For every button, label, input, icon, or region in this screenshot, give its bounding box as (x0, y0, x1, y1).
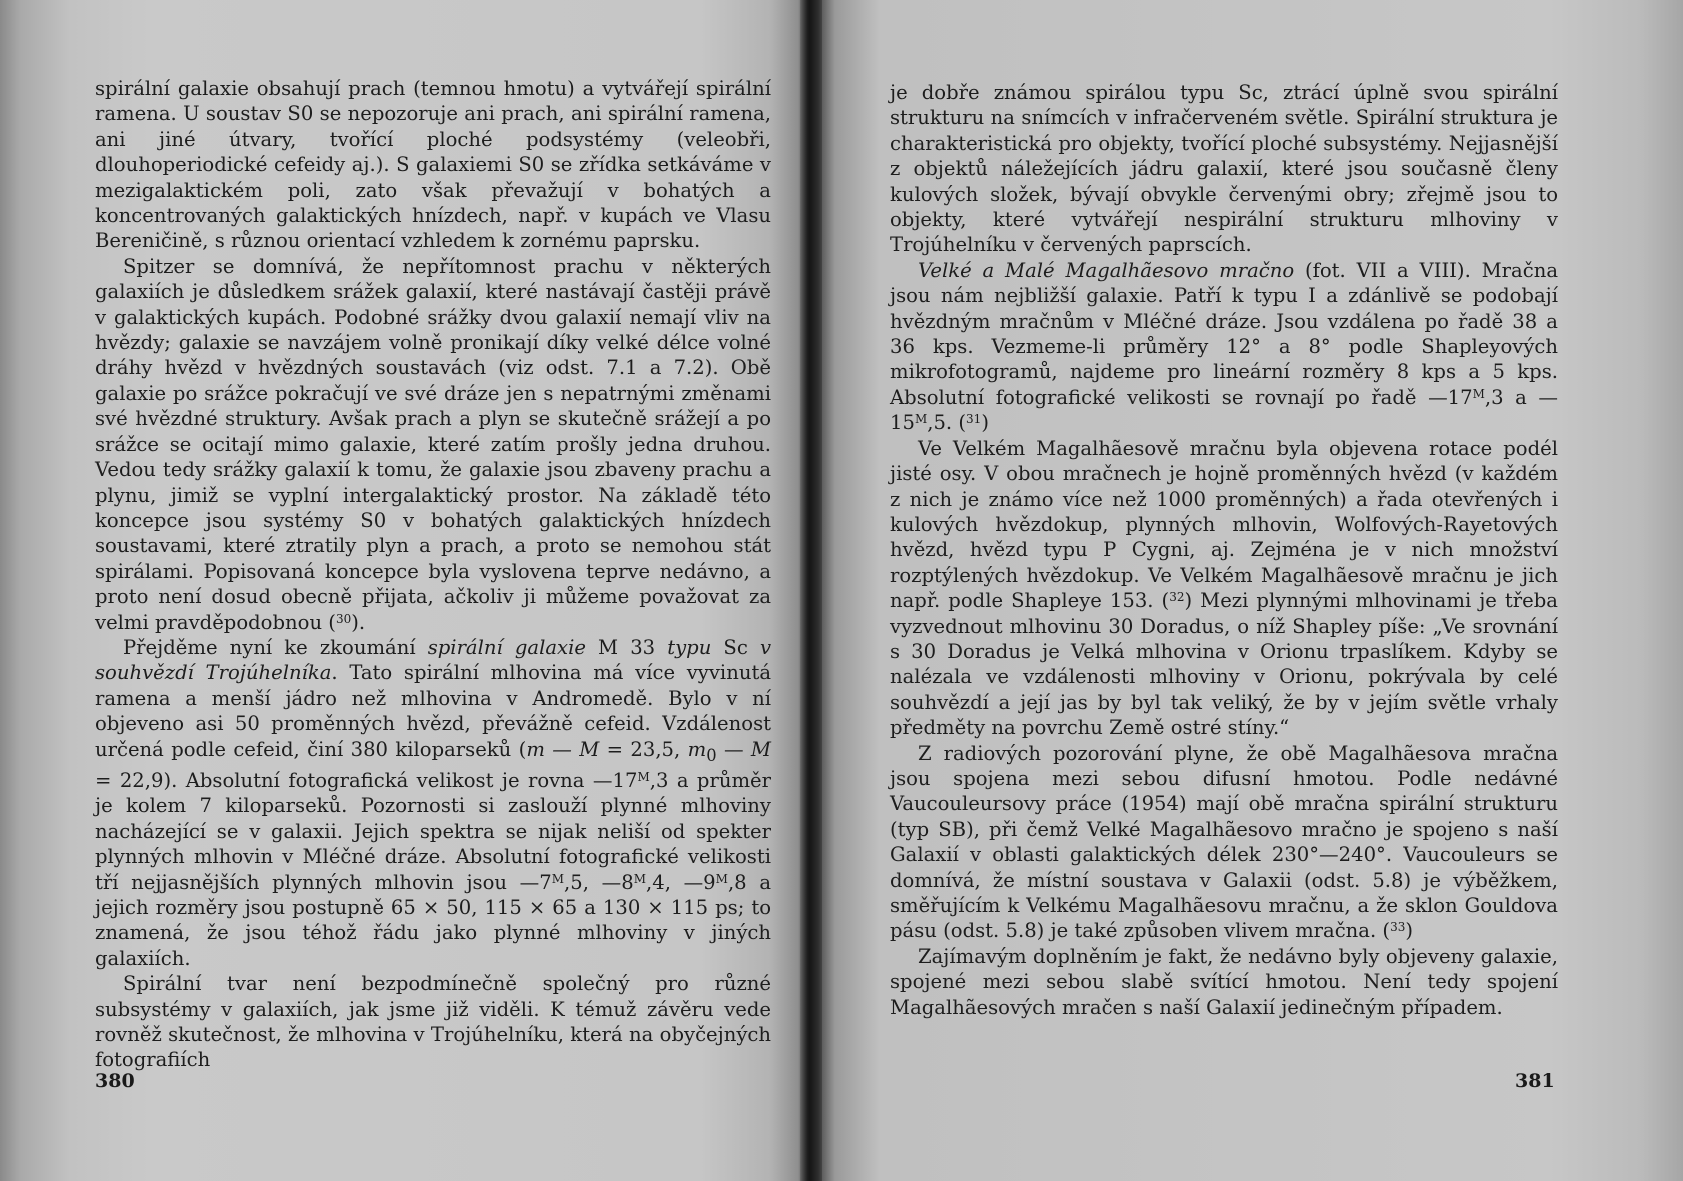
paragraph: je dobře známou spirálou typu Sc, ztrácí úplně svou spirální strukturu na snímcích v infračerveném světle. Spirální struktura je charakteristická pro objekty, tvořící ploché subsystémy. Nejjasnější z objektů náležejících jádru galaxií, které jsou současně členy kulových složek, bývají obvykle červenými obry; zřejmě jsou to objekty, které vytvářejí nespirální strukturu mlhoviny v Trojúhelníku v červených paprscích. (890, 81, 1558, 257)
footnote-ref: 32 (1169, 590, 1185, 605)
footnote-ref: 33 (1390, 920, 1406, 935)
superscript: M (637, 769, 650, 784)
paragraph: Spirální tvar není bezpodmínečně společný pro různé subsystémy v galaxiích, jak jsme již viděli. K témuž závěru vede rovněž skutečnost, že mlhovina v Trojúhelníku, která na obyčejných fotografiích (95, 972, 771, 1072)
text-run: ) Mezi plynnými mlhovinami je třeba vyzvednout mlhovinu 30 Doradus, o níž Shapley píše: „Ve srovnání s 30 Doradus je Velká mlhovina v Orionu trpaslíkem. Kdyby se nalézala ve vzdálenosti mlhoviny v Orionu, pokrývala by celé souhvězdí a její jas by byl tak veliký, že by v jejím světle vrhaly předměty na povrchu Země ostré stíny.“ (890, 589, 1558, 740)
footnote-ref: 31 (966, 412, 982, 427)
text-run: . Tato spirální mlhovina má více vyvinutá ramena a menší jádro než mlhovina v Andromedě. Bylo v ní objeveno asi 50 proměnných hvězd, převážně cefeid. Vzdálenost určená podle cefeid, činí 380 kiloparseků ( (95, 661, 771, 761)
footnote-ref: 30 (335, 611, 352, 626)
text-run: (fot. VII a VIII). Mračna jsou nám nejbližší galaxie. Patří k typu I a zdánlivě se podobají hvězdným mračnům v Mléčné dráze. Jsou vzdálena po řadě 38 a 36 kps. Vezmeme-li průměry 12° a 8° podle Shapleyových mikrofotogramů, najdeme pro lineární rozměry 8 kps a 5 kps. Absolutní fotografické velikosti se rovnají po řadě —17 (890, 258, 1559, 409)
text-run: ,3 a průměr je kolem 7 kiloparseků. Pozornosti si zaslouží plynné mlhoviny nacházející se v galaxii. Jejich spektra se nijak neliší od spekter plynných mlhovin v Mléčné dráze. Absolutní fotografické velikosti tří nejjasnějších plynných mlhovin jsou —7 (95, 768, 772, 894)
book-gutter (800, 0, 822, 1181)
text-run: ,8 a jejich rozměry jsou postupně 65 × 50, 115 × 65 a 130 × 115 ps; to znamená, že jsou téhož řádu jako plynné mlhoviny v jiných galaxiích. (95, 870, 771, 970)
text-run: M 33 (585, 635, 668, 659)
math-text: m (687, 737, 707, 761)
text-run: Přejděme nyní ke zkoumání (123, 635, 428, 659)
right-page (890, 80, 1558, 1020)
superscript: M (551, 871, 565, 886)
page-number: 380 (95, 1070, 135, 1092)
paragraph (95, 254, 771, 635)
paragraph: Zajímavým doplněním je fakt, že nedávno byly objeveny galaxie, spojené mezi sebou slabě svítící hmotou. Není tedy spojení Magalhãesových mračen s naší Galaxií jedinečným případem. (890, 944, 1558, 1019)
left-page (95, 76, 771, 1073)
paragraph (890, 436, 1558, 741)
superscript: M (914, 412, 928, 427)
text-run: ) (981, 411, 989, 435)
text-run: Spitzer se domnívá, že nepřítomnost prachu v některých galaxiích je důsledkem srážek galaxií, které nastávají častěji právě v galaktických kupách. Podobné srážky dvou galaxií nemají vliv na hvězdy; galaxie se navzájem volně pronikají díky velké délce volné dráhy hvězd v hvězdných soustavách (viz odst. 7.1 a 7.2). Obě galaxie po srážce pokračují ve své dráze jen s nepatrnými změnami své hvězdné struktury. Avšak prach a plyn se skutečně srážejí a po srážce se ocitají mimo galaxie, které zatím prošly jedna druhou. Vedou tedy srážky galaxií k tomu, že galaxie jsou zbaveny prachu a plynu, jimiž se vyplní intergalaktický prostor. Na základě této koncepce jsou systémy S0 v bohatých galaktických hnízdech soustavami, které ztratily plyn a prach, a proto se nemohou stát spirálami. Popisovaná koncepce byla vyslovena teprve nedávno, a proto není dosud obecně přijata, ačkoliv ji můžeme považovat za velmi pravděpodobnou ( (95, 254, 771, 634)
paragraph (95, 635, 771, 971)
text-run: ,3 a —15 (890, 385, 1558, 435)
subscript: 0 (706, 745, 717, 765)
superscript: M (1472, 386, 1485, 401)
text-run: = 23,5, (599, 737, 688, 761)
text-run: Z radiových pozorování plyne, že obě Magalhãesova mračna jsou spojena mezi sebou difusní hmotou. Podle nedávné Vaucouleursovy práce (1954) mají obě mračna spirální strukturu (typ SB), při čemž Velké Magalhãesovo mračno je spojeno s naší Galaxií v oblasti galaktických délek 230°—240°. Vaucouleurs se domnívá, že místní soustava v Galaxii (odst. 5.8) je výběžkem, směřujícím k Velkému Magalhãesovu mračnu, a že sklon Gouldova pásu (odst. 5.8) je také způsoben vlivem mračna. ( (890, 741, 1558, 943)
math-text: m — M (526, 737, 600, 761)
paragraph: spirální galaxie obsahují prach (temnou hmotu) a vytvářejí spirální ramena. U soustav S0 se nepozoruje ani prach, ani spirální ramena, ani jiné útvary, tvořící ploché podsystémy (veleobři, dlouhoperiodické cefeidy aj.). S galaxiemi S0 se zřídka setkáváme v mezigalaktickém poli, zato však převažují v bohatých a koncentrovaných galaktických hnízdech, např. v kupách ve Vlasu Bereničině, s různou orientací vzhledem k zornému paprsku. (95, 77, 771, 253)
paragraph (890, 258, 1558, 436)
text-run: ). (351, 610, 366, 634)
italic-heading: Velké a Malé Magalhãesovo mračno (918, 258, 1295, 282)
text-run: ,4, —9 (646, 870, 716, 894)
text-run: ,5, —8 (564, 870, 634, 894)
text-run: Sc (711, 635, 760, 659)
superscript: M (715, 871, 728, 886)
text-run: Ve Velkém Magalhãesově mračnu byla objevena rotace podél jisté osy. V obou mračnech je hojně proměnných hvězd (v každém z nich je známo více než 1000 proměnných) a řada otevřených i kulových hvězdokup, plynných mlhovin, Wolfových-Rayetových hvězd, hvězd typu P Cygni, aj. Zejména je v nich množství rozptýlených hvězdokup. Ve Velkém Magalhãesově mračnu je jich např. podle Shapleye 153. ( (890, 436, 1558, 613)
page-number: 381 (1515, 1070, 1555, 1092)
superscript: M (633, 871, 646, 886)
text-run: ) (1405, 919, 1414, 943)
text-run: — (716, 737, 751, 761)
math-text: M (750, 737, 771, 761)
text-run: = 22,9). Absolutní fotografická velikost je rovna —17 (95, 768, 638, 792)
text-run: ,5. ( (927, 411, 967, 435)
italic-text: spirální galaxie (427, 635, 586, 659)
italic-text: typu (667, 635, 712, 659)
italic-text: v souhvězdí Trojúhelníka (95, 635, 772, 685)
paragraph (890, 741, 1558, 944)
